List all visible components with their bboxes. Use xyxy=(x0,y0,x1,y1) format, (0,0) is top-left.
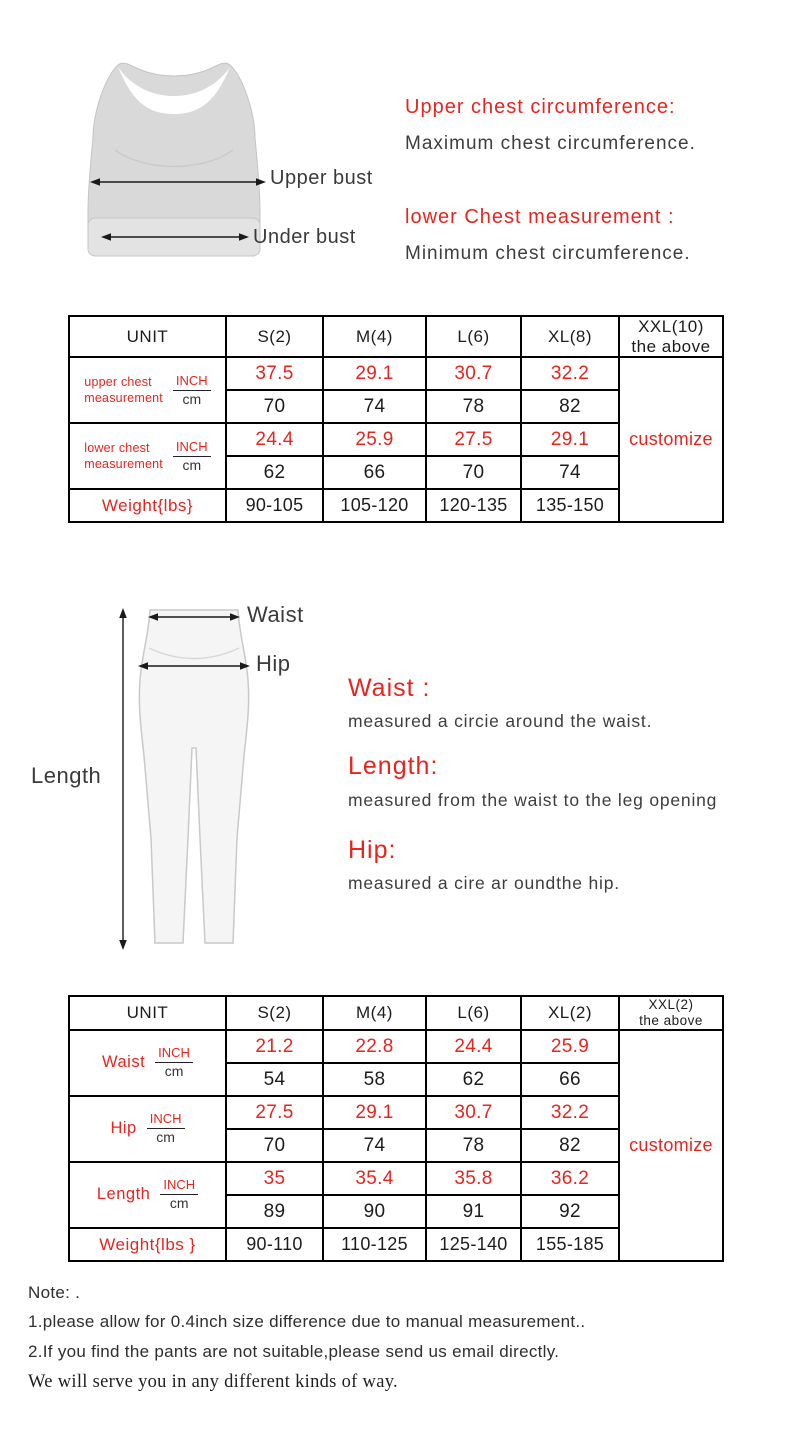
weight-value: 155-185 xyxy=(521,1228,619,1261)
unit-cm-label: cm xyxy=(156,1129,175,1146)
weight-value: 120-135 xyxy=(426,489,521,522)
size-value-inch: 35.8 xyxy=(426,1162,521,1195)
column-header: L(6) xyxy=(426,996,521,1030)
under-bust-arrow-icon xyxy=(101,231,249,243)
column-header: S(2) xyxy=(226,316,323,357)
column-header: L(6) xyxy=(426,316,521,357)
length-desc-body: measured from the waist to the leg opening xyxy=(348,790,718,810)
row-label-text: lower chest measurement xyxy=(84,440,163,472)
inch-cm-fraction xyxy=(173,440,211,473)
size-value-inch: 36.2 xyxy=(521,1162,619,1195)
size-value-cm: 70 xyxy=(226,1129,323,1162)
size-value-cm: 82 xyxy=(521,1129,619,1162)
row-label-text: Waist xyxy=(102,1053,146,1072)
row-label xyxy=(69,1030,226,1096)
column-header: S(2) xyxy=(226,996,323,1030)
size-value-inch: 32.2 xyxy=(521,1096,619,1129)
hip-label: Hip xyxy=(256,651,291,676)
pants-size-table xyxy=(68,995,724,1262)
size-value-cm: 74 xyxy=(323,390,426,423)
inch-cm-fraction xyxy=(147,1112,185,1145)
note-line-1: 1.please allow for 0.4inch size difference due to manual measurement.. xyxy=(28,1312,586,1331)
unit-inch-label: INCH xyxy=(173,440,211,457)
length-label: Length xyxy=(31,763,102,788)
row-label-text: Hip xyxy=(110,1119,137,1138)
size-value-inch: 35 xyxy=(226,1162,323,1195)
length-arrow-icon xyxy=(117,608,129,950)
inch-cm-fraction xyxy=(160,1178,198,1211)
weight-value: 110-125 xyxy=(323,1228,426,1261)
row-label xyxy=(69,1096,226,1162)
size-value-cm: 91 xyxy=(426,1195,521,1228)
row-label-text: upper chest measurement xyxy=(84,374,163,406)
note-title: Note: . xyxy=(28,1283,81,1302)
weight-value: 90-110 xyxy=(226,1228,323,1261)
under-bust-label: Under bust xyxy=(253,226,356,248)
weight-value: 105-120 xyxy=(323,489,426,522)
size-value-cm: 90 xyxy=(323,1195,426,1228)
size-value-inch: 24.4 xyxy=(226,423,323,456)
size-value-inch: 27.5 xyxy=(426,423,521,456)
size-value-cm: 62 xyxy=(426,1063,521,1096)
unit-cm-label: cm xyxy=(182,456,202,473)
size-value-inch: 32.2 xyxy=(521,357,619,390)
weight-value: 125-140 xyxy=(426,1228,521,1261)
weight-row-label: Weight{lbs} xyxy=(69,489,226,522)
inch-cm-fraction xyxy=(155,1046,193,1079)
row-label-text: Length xyxy=(96,1185,151,1204)
size-value-inch: 24.4 xyxy=(426,1030,521,1063)
unit-cm-label: cm xyxy=(182,390,202,407)
waist-desc-title: Waist : xyxy=(348,674,431,702)
size-value-cm: 78 xyxy=(426,1129,521,1162)
customize-cell: customize xyxy=(619,1030,723,1261)
size-value-cm: 74 xyxy=(521,456,619,489)
upper-chest-body: Maximum chest circumference. xyxy=(405,133,696,154)
unit-cm-label: cm xyxy=(169,1195,189,1212)
size-value-inch: 29.1 xyxy=(521,423,619,456)
weight-value: 135-150 xyxy=(521,489,619,522)
unit-inch-label: INCH xyxy=(173,374,211,391)
size-value-cm: 66 xyxy=(323,456,426,489)
column-header-xxl: XXL(10) the above xyxy=(619,316,723,357)
waist-desc-body: measured a circie around the waist. xyxy=(348,711,653,731)
size-value-inch: 25.9 xyxy=(323,423,426,456)
weight-value: 90-105 xyxy=(226,489,323,522)
note-line-2: 2.If you find the pants are not suitable,please send us email directly. xyxy=(28,1342,560,1361)
size-value-cm: 62 xyxy=(226,456,323,489)
column-header-xxl: XXL(2) the above xyxy=(619,996,723,1030)
hip-desc-body: measured a cire ar oundthe hip. xyxy=(348,873,620,893)
size-value-cm: 74 xyxy=(323,1129,426,1162)
unit-inch-label: INCH xyxy=(160,1178,198,1195)
waist-label: Waist xyxy=(247,602,304,627)
size-value-inch: 27.5 xyxy=(226,1096,323,1129)
column-header: XL(2) xyxy=(521,996,619,1030)
row-label xyxy=(69,1162,226,1228)
weight-row-label: Weight{lbs } xyxy=(69,1228,226,1261)
lower-chest-title: lower Chest measurement : xyxy=(405,206,675,228)
size-value-cm: 70 xyxy=(226,390,323,423)
unit-inch-label: INCH xyxy=(147,1112,185,1129)
size-value-cm: 89 xyxy=(226,1195,323,1228)
column-header: M(4) xyxy=(323,996,426,1030)
size-value-cm: 82 xyxy=(521,390,619,423)
size-value-cm: 54 xyxy=(226,1063,323,1096)
size-value-cm: 70 xyxy=(426,456,521,489)
row-label xyxy=(69,357,226,423)
column-header: UNIT xyxy=(69,316,226,357)
hip-arrow-icon xyxy=(138,660,250,672)
length-desc-title: Length: xyxy=(348,752,439,780)
column-header: UNIT xyxy=(69,996,226,1030)
size-value-cm: 66 xyxy=(521,1063,619,1096)
size-value-inch: 25.9 xyxy=(521,1030,619,1063)
upper-chest-title: Upper chest circumference: xyxy=(405,96,676,118)
leggings-illustration xyxy=(136,588,252,950)
inch-cm-fraction xyxy=(173,374,211,407)
size-value-inch: 30.7 xyxy=(426,1096,521,1129)
hip-desc-title: Hip: xyxy=(348,836,397,864)
unit-inch-label: INCH xyxy=(155,1046,193,1063)
row-label xyxy=(69,423,226,489)
size-value-inch: 29.1 xyxy=(323,1096,426,1129)
lower-chest-body: Minimum chest circumference. xyxy=(405,243,691,264)
upper-bust-arrow-icon xyxy=(90,176,266,188)
size-value-inch: 21.2 xyxy=(226,1030,323,1063)
customize-cell: customize xyxy=(619,357,723,522)
size-value-cm: 78 xyxy=(426,390,521,423)
note-closing: We will serve you in any different kinds of way. xyxy=(28,1372,398,1392)
waist-arrow-icon xyxy=(148,611,240,623)
size-value-inch: 35.4 xyxy=(323,1162,426,1195)
unit-cm-label: cm xyxy=(164,1063,184,1080)
size-value-cm: 92 xyxy=(521,1195,619,1228)
size-value-cm: 58 xyxy=(323,1063,426,1096)
size-value-inch: 22.8 xyxy=(323,1030,426,1063)
size-value-inch: 37.5 xyxy=(226,357,323,390)
size-value-inch: 30.7 xyxy=(426,357,521,390)
size-value-inch: 29.1 xyxy=(323,357,426,390)
column-header: XL(8) xyxy=(521,316,619,357)
column-header: M(4) xyxy=(323,316,426,357)
bra-size-table xyxy=(68,315,724,523)
upper-bust-label: Upper bust xyxy=(270,167,373,189)
